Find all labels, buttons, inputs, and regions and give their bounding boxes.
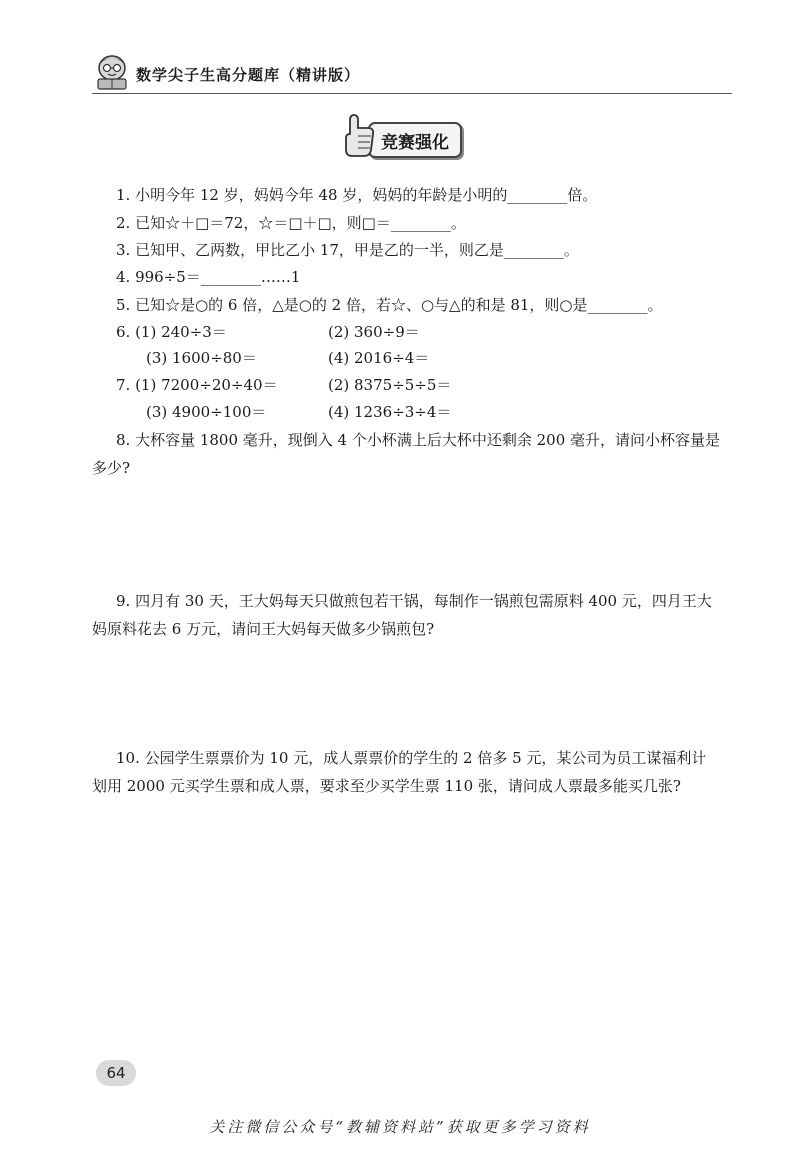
question-9-line-2: 妈原料花去 6 万元，请问王大妈每天做多少锅煎包? [92, 620, 435, 638]
question-8-line-1: 8. 大杯容量 1800 毫升，现倒入 4 个小杯满上后大杯中还剩余 200 毫升，请问小杯容量是 [116, 431, 721, 449]
question-8 [92, 426, 724, 482]
page-header [92, 52, 732, 92]
question-8-line-2: 多少? [92, 459, 131, 477]
footer-note: 关注微信公众号“教辅资料站”获取更多学习资料 [209, 1118, 591, 1136]
question-2: 2. 已知☆＋□＝72，☆＝□＋□，则□＝________。 [116, 214, 466, 232]
question-9-line-1: 9. 四月有 30 天，王大妈每天只做煎包若干锅，每制作一锅煎包需原料 400 元，四月王大 [116, 592, 712, 610]
question-7-part-3: (3) 4900÷100＝ [146, 403, 267, 421]
question-7-part-2: (2) 8375÷5÷5＝ [328, 376, 452, 394]
question-6-part-2: (2) 360÷9＝ [328, 323, 420, 341]
question-10-line-2: 划用 2000 元买学生票和成人票，要求至少买学生票 110 张，请问成人票最多能买几张? [92, 777, 681, 795]
mascot-icon [92, 52, 132, 92]
question-10 [92, 744, 724, 800]
book-title: 数学尖子生高分题库（精讲版） [136, 66, 361, 84]
question-6-part-3: (3) 1600÷80＝ [146, 349, 257, 367]
question-9 [92, 587, 724, 643]
question-7-part-1: 7. (1) 7200÷20÷40＝ [116, 376, 278, 394]
question-5: 5. 已知☆是○的 6 倍，△是○的 2 倍，若☆、○与△的和是 81，则○是________。 [116, 296, 663, 314]
question-3: 3. 已知甲、乙两数，甲比乙小 17，甲是乙的一半，则乙是________。 [116, 241, 579, 259]
header-divider [92, 93, 732, 94]
thumbs-up-icon [338, 112, 378, 160]
question-7-part-4: (4) 1236÷3÷4＝ [328, 403, 452, 421]
question-6-part-1: 6. (1) 240÷3＝ [116, 323, 227, 341]
page-number: 64 [96, 1060, 136, 1086]
question-10-line-1: 10. 公园学生票票价为 10 元，成人票票价的学生的 2 倍多 5 元，某公司为员工谋福利计 [116, 749, 707, 767]
question-4: 4. 996÷5＝________……1 [116, 268, 301, 286]
question-6-part-4: (4) 2016÷4＝ [328, 349, 430, 367]
section-title-box [368, 122, 462, 158]
section-badge [338, 112, 462, 160]
section-title: 竞赛强化 [381, 133, 449, 153]
question-1: 1. 小明今年 12 岁，妈妈今年 48 岁，妈妈的年龄是小明的________倍。 [116, 186, 598, 204]
